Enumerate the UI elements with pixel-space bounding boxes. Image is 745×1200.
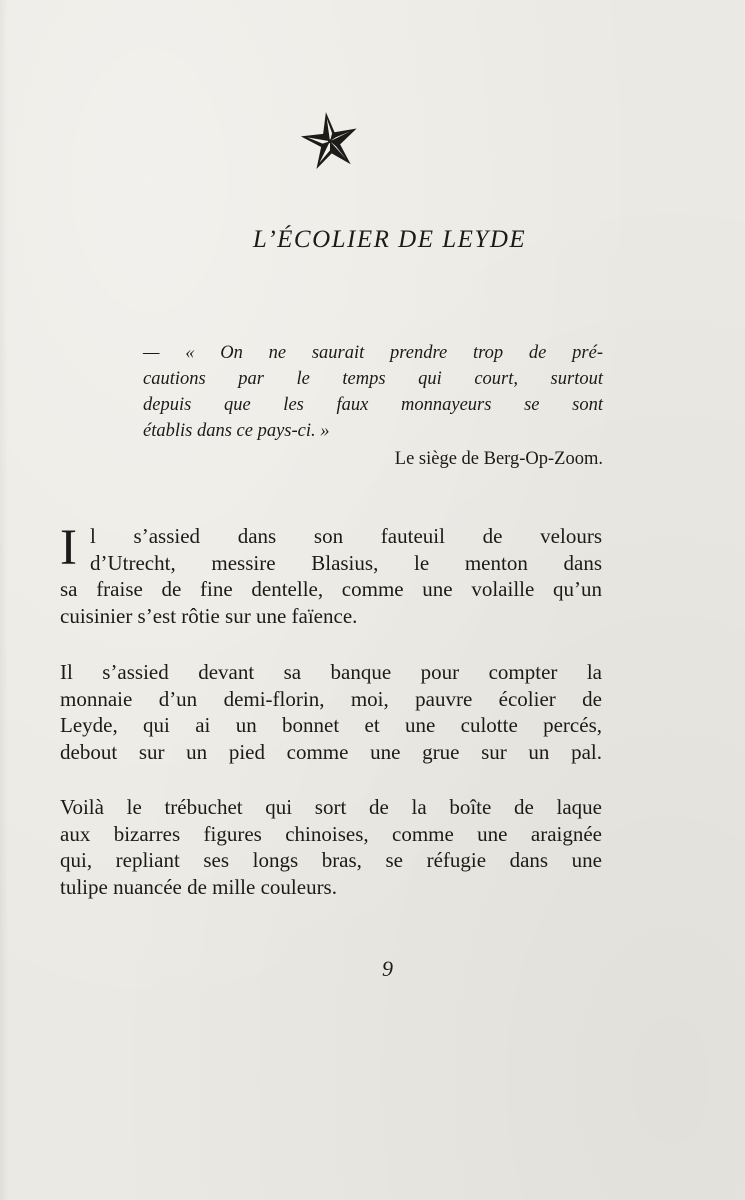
paragraph-1 bbox=[60, 520, 602, 629]
paragraph-2 bbox=[60, 659, 602, 765]
paragraph-line: cuisinier s’est rôtie sur une faïence. bbox=[60, 603, 358, 628]
paragraph-3 bbox=[60, 794, 602, 900]
epigraph-line: établis dans ce pays-ci. » bbox=[143, 421, 330, 441]
paragraph-line: monnaie d’un demi-florin, moi, pauvre écolier de bbox=[60, 686, 602, 711]
chapter-title: L’ÉCOLIER DE LEYDE bbox=[252, 226, 527, 253]
epigraph bbox=[143, 340, 603, 444]
page-number: 9 bbox=[382, 956, 393, 981]
epigraph-line: depuis que les faux monnayeurs se sont bbox=[143, 395, 603, 415]
star-ornament-icon bbox=[296, 108, 364, 172]
paragraph-line: tulipe nuancée de mille couleurs. bbox=[60, 874, 337, 899]
epigraph-line: — « On ne saurait prendre trop de pré- bbox=[143, 343, 603, 363]
paragraph-line: Voilà le trébuchet qui sort de la boîte de laque bbox=[60, 795, 602, 819]
epigraph-line: cautions par le temps qui court, surtout bbox=[143, 369, 603, 389]
paragraph-line: qui, repliant ses longs bras, se réfugie dans une bbox=[60, 848, 602, 872]
paragraph-line: debout sur un pied comme une grue sur un pal. bbox=[60, 739, 602, 764]
paragraph-line: sa fraise de fine dentelle, comme une volaille qu’un bbox=[60, 577, 602, 601]
drop-cap: I bbox=[60, 520, 77, 576]
paragraph-line: Il s’assied devant sa banque pour compter la bbox=[60, 660, 602, 684]
paragraph-line: l s’assied dans son fauteuil de velours bbox=[90, 524, 602, 548]
epigraph-source: Le siège de Berg-Op-Zoom. bbox=[394, 449, 603, 469]
paragraph-line: Leyde, qui ai un bonnet et une culotte percés, bbox=[60, 713, 602, 737]
paragraph-line: d’Utrecht, messire Blasius, le menton dans bbox=[90, 550, 602, 575]
paragraph-line: aux bizarres figures chinoises, comme une araignée bbox=[60, 821, 602, 846]
